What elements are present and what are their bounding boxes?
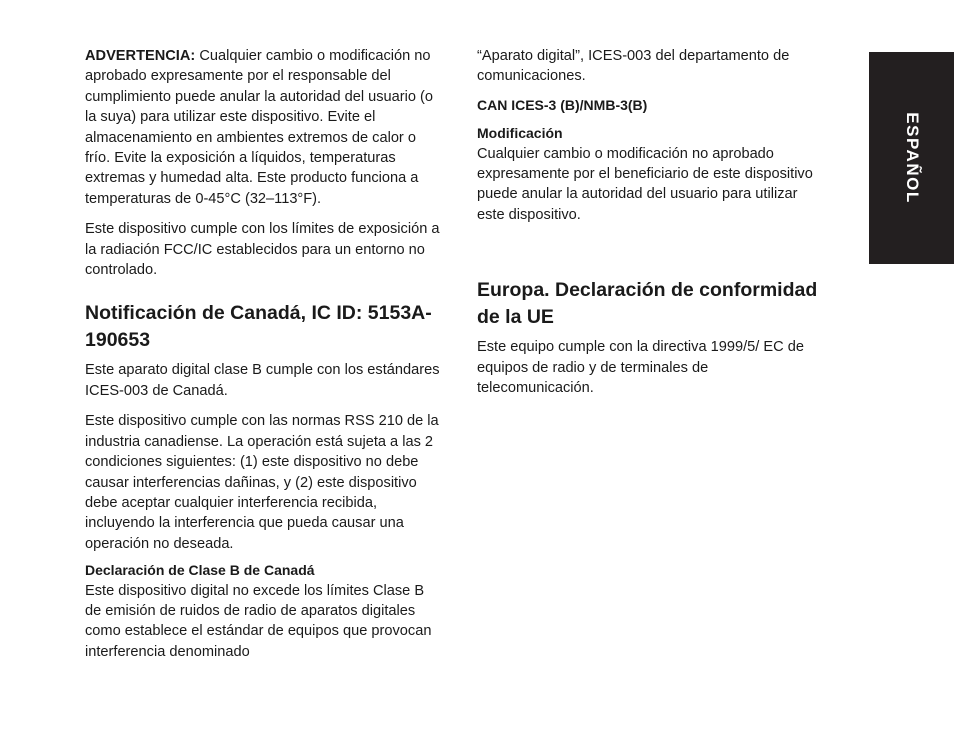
europe-heading: Europa. Declaración de conformidad de la UE — [477, 279, 818, 329]
class-b-subheading: Declaración de Clase B de Canadá — [85, 562, 315, 579]
class-b-paragraph: Este dispositivo digital no excede los límites Clase B de emisión de ruidos de radio de aparatos digitales como establece el estándar de equipos que provocan interferencia denominado — [85, 582, 432, 660]
continuation-paragraph: “Aparato digital”, ICES-003 del departamento de comunicaciones. — [477, 48, 790, 85]
language-tab-label: ESPAÑOL — [902, 112, 922, 204]
fcc-exposure-paragraph: Este dispositivo cumple con los límites de exposición a la radiación FCC/IC establecidos para un entorno no controlado. — [85, 221, 440, 279]
warning-text: Cualquier cambio o modificación no aprobado expresamente por el responsable del cumplimiento puede anular la autoridad del usuario (o la suya) para utilizar este dispositivo. Evite el almacenamiento en ambientes extremos de calor o frío. Evite la exposición a líquidos, temperaturas extremas y humedad alta. Este producto funciona a temperaturas de 0-45°C (32–113°F). — [85, 48, 434, 207]
right-column — [477, 46, 827, 398]
language-tab — [869, 52, 954, 264]
ces-subheading: CAN ICES-3 (B)/NMB-3(B) — [477, 96, 648, 113]
canada-rss-paragraph: Este dispositivo cumple con las normas RSS 210 de la industria canadiense. La operación está sujeta a las 2 condiciones siguientes: (1) este dispositivo no debe causar interferencias dañinas, y (2) este dispositivo debe aceptar cualquier interferencia recibida, incluyendo la interferencia que pueda causar una operación no deseada. — [85, 413, 439, 552]
warning-label: ADVERTENCIA: — [85, 48, 196, 64]
europe-paragraph: Este equipo cumple con la directiva 1999/5/ EC de equipos de radio y de terminales de telecomunicación. — [477, 339, 804, 397]
modification-paragraph: Cualquier cambio o modificación no aprobado expresamente por el beneficiario de este dispositivo puede anular la autoridad del usuario para utilizar este dispositivo. — [477, 145, 813, 223]
canada-class-b-paragraph: Este aparato digital clase B cumple con los estándares ICES-003 de Canadá. — [85, 362, 440, 399]
canada-heading: Notificación de Canadá, IC ID: 5153A-190653 — [85, 302, 432, 352]
warning-paragraph — [85, 46, 443, 209]
left-column — [85, 46, 443, 662]
modification-subheading: Modificación — [477, 125, 563, 142]
